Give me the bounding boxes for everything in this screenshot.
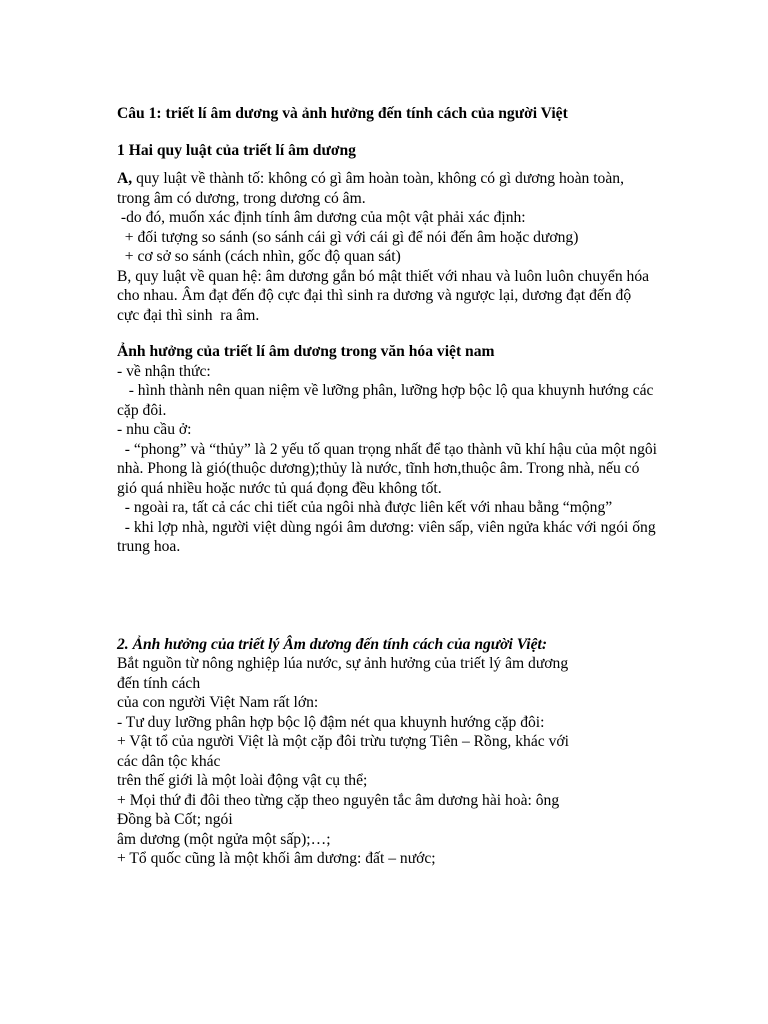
section-heading-3: 2. Ảnh hưởng của triết lý Âm dương đến tính cách của người Việt: [117,635,548,653]
paragraph-a-line-3: + đối tượng so sánh (so sánh cái gì với cái gì để nói đến âm hoặc dương) [117,228,579,246]
paragraph-a-line-2: -do đó, muốn xác định tính âm dương của một vật phải xác định: [117,209,526,226]
paragraph-a-text: quy luật về thành tố: không có gì âm hoàn toàn, không có gì dương hoàn toàn, trong âm có dương, trong dương có âm. [117,170,628,207]
document-page [117,100,661,869]
section-2-line-5: - ngoài ra, tất cả các chi tiết của ngôi nhà được liên kết với nhau bằng “mộng” [117,499,613,516]
paragraph-a-line-4: + cơ sở so sánh (cách nhìn, gốc độ quan sát) [117,248,401,265]
section-3-line-7: âm dương (một ngửa một sấp);…; [117,830,331,848]
section-2-line-1: - về nhận thức: [117,362,211,380]
section-3-line-3: - Tư duy lưỡng phân hợp bộc lộ đậm nét qua khuynh hướng cặp đôi: [117,713,545,731]
section-3-line-5: trên thế giới là một loài động vật cụ thể; [117,772,368,789]
paragraph-a [117,169,657,208]
label-a: A, [117,170,133,187]
section-2-line-4: - “phong” và “thủy” là 2 yếu tố quan trọng nhất để tạo thành vũ khí hậu của một ngôi nhà. Phong là gió(thuộc dương);thủy là nước, tĩnh hơn,thuộc âm. Trong nhà, nếu có gió quá nhiều hoặc nước tủ quá đọng đều không tốt. [117,440,661,497]
section-heading-1: 1 Hai quy luật của triết lí âm dương [117,141,356,159]
section-2-line-3: - nhu cầu ở: [117,421,192,438]
section-3-line-1: Bắt nguồn từ nông nghiệp lúa nước, sự ảnh hưởng của triết lý âm dương đến tính cách [117,655,569,692]
section-heading-2: Ảnh hưởng của triết lí âm dương trong văn hóa việt nam [117,343,495,360]
section-3-line-2: của con người Việt Nam rất lớn: [117,694,319,711]
section-2-line-6: - khi lợp nhà, người việt dùng ngói âm dương: viên sấp, viên ngửa khác với ngói ống trung hoa. [117,518,660,555]
document-title: Câu 1: triết lí âm dương và ảnh hưởng đến tính cách của người Việt [117,105,568,122]
section-3-line-4: + Vật tổ của người Việt là một cặp đôi trừu tượng Tiên – Rồng, khác với các dân tộc khác [117,733,569,770]
paragraph-b: B, quy luật về quan hệ: âm dương gắn bó mật thiết với nhau và luôn luôn chuyển hóa cho nhau. Âm đạt đến độ cực đại thì sinh ra dương và ngược lại, dương đạt đến độ cực đại thì sinh ra âm. [117,267,653,324]
section-3-line-6: + Mọi thứ đi đôi theo từng cặp theo nguyên tắc âm dương hài hoà: ông Đồng bà Cốt; ngói [117,791,560,828]
section-3-line-8: + Tổ quốc cũng là một khối âm dương: đất – nước; [117,850,436,867]
section-2-line-2: - hình thành nên quan niệm về lưỡng phân, lưỡng hợp bộc lộ qua khuynh hướng các cặp đôi. [117,382,658,419]
